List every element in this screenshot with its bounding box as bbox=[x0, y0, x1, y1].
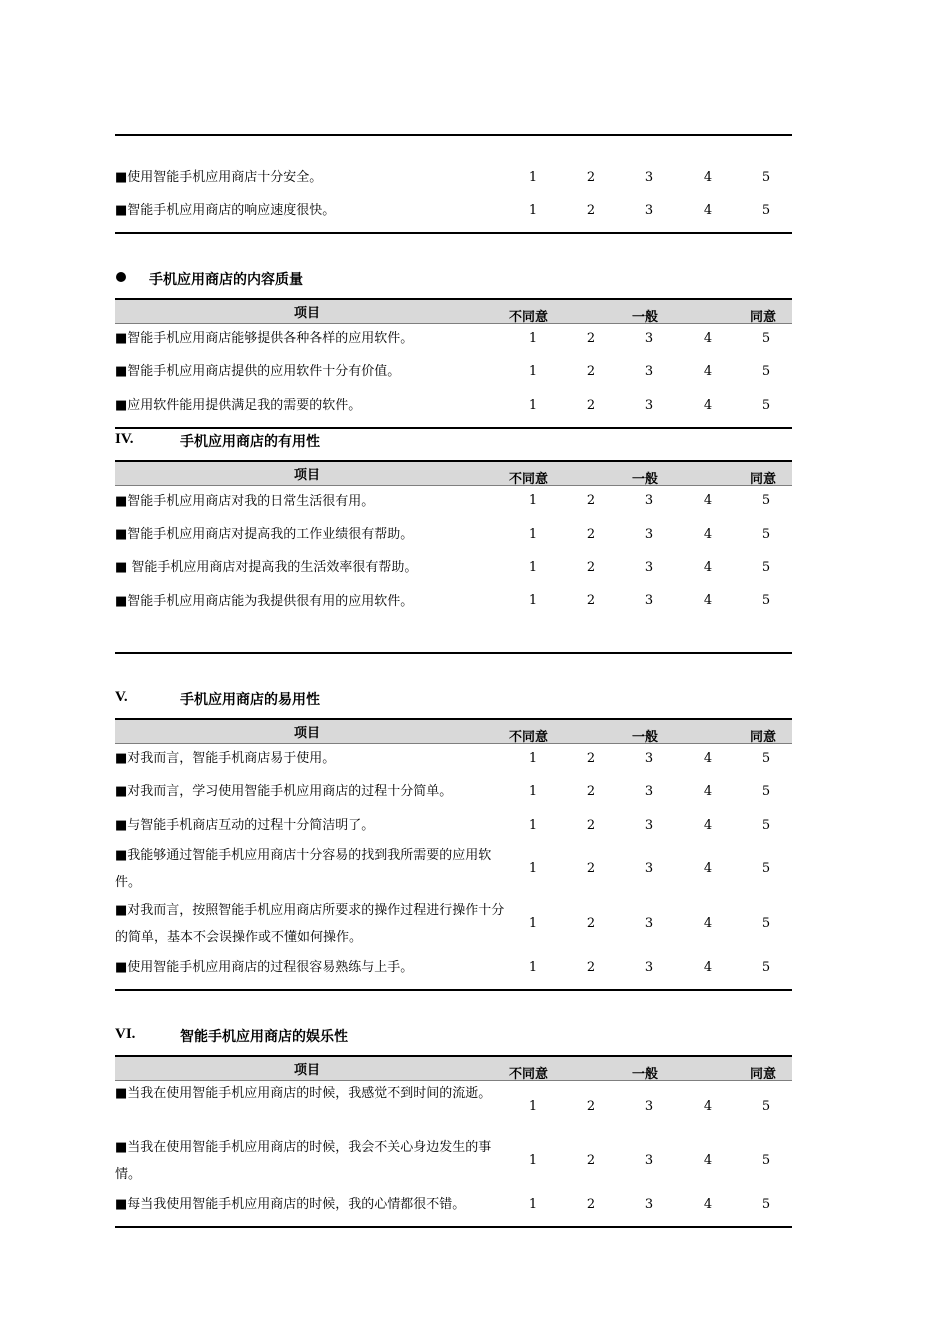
scale-value-3: 3 bbox=[644, 527, 654, 542]
scale-value-3: 3 bbox=[644, 398, 654, 413]
bullet-icon bbox=[116, 272, 126, 282]
scale-value-5: 5 bbox=[761, 1197, 771, 1212]
scale-value-4: 4 bbox=[703, 784, 713, 799]
scale-value-1: 1 bbox=[528, 331, 538, 346]
scale-value-4: 4 bbox=[703, 960, 713, 975]
question-text: ■使用智能手机应用商店十分安全。 bbox=[115, 170, 323, 185]
scale-value-1: 1 bbox=[528, 916, 538, 931]
scale-value-4: 4 bbox=[703, 818, 713, 833]
scale-value-2: 2 bbox=[586, 493, 596, 508]
question-text: ■智能手机应用商店对我的日常生活很有用。 bbox=[115, 494, 375, 509]
scale-value-2: 2 bbox=[586, 593, 596, 608]
question-text: ■当我在使用智能手机应用商店的时候，我感觉不到时间的流逝。 bbox=[115, 1086, 492, 1101]
scale-value-1: 1 bbox=[528, 203, 538, 218]
question-text: ■应用软件能用提供满足我的需要的软件。 bbox=[115, 398, 362, 413]
scale-value-1: 1 bbox=[528, 527, 538, 542]
question-text: ■智能手机应用商店对提高我的工作业绩很有帮助。 bbox=[115, 527, 414, 542]
question-text: ■智能手机应用商店能为我提供很有用的应用软件。 bbox=[115, 594, 414, 609]
scale-value-1: 1 bbox=[528, 784, 538, 799]
scale-value-4: 4 bbox=[703, 527, 713, 542]
question-text: ■智能手机应用商店提供的应用软件十分有价值。 bbox=[115, 364, 401, 379]
scale-value-3: 3 bbox=[644, 593, 654, 608]
section-numeral: IV. bbox=[115, 431, 134, 447]
scale-value-2: 2 bbox=[586, 170, 596, 185]
header-disagree: 不同意 bbox=[509, 730, 549, 745]
question-text: ■每当我使用智能手机应用商店的时候，我的心情都很不错。 bbox=[115, 1197, 466, 1212]
scale-value-3: 3 bbox=[644, 818, 654, 833]
scale-value-3: 3 bbox=[644, 560, 654, 575]
scale-value-4: 4 bbox=[703, 593, 713, 608]
scale-value-1: 1 bbox=[528, 593, 538, 608]
scale-value-5: 5 bbox=[761, 1153, 771, 1168]
section-title: 智能手机应用商店的娱乐性 bbox=[180, 1029, 348, 1045]
scale-value-4: 4 bbox=[703, 364, 713, 379]
scale-value-4: 4 bbox=[703, 916, 713, 931]
scale-value-5: 5 bbox=[761, 203, 771, 218]
scale-value-5: 5 bbox=[761, 784, 771, 799]
scale-value-2: 2 bbox=[586, 203, 596, 218]
scale-value-4: 4 bbox=[703, 1197, 713, 1212]
scale-value-4: 4 bbox=[703, 861, 713, 876]
scale-value-4: 4 bbox=[703, 203, 713, 218]
scale-value-5: 5 bbox=[761, 493, 771, 508]
scale-value-1: 1 bbox=[528, 960, 538, 975]
table-header bbox=[115, 718, 792, 744]
scale-value-2: 2 bbox=[586, 1197, 596, 1212]
table-header bbox=[115, 1055, 792, 1081]
header-item: 项目 bbox=[294, 468, 321, 483]
scale-value-5: 5 bbox=[761, 916, 771, 931]
scale-value-1: 1 bbox=[528, 818, 538, 833]
scale-value-3: 3 bbox=[644, 960, 654, 975]
scale-value-5: 5 bbox=[761, 960, 771, 975]
scale-value-3: 3 bbox=[644, 784, 654, 799]
scale-value-1: 1 bbox=[528, 1197, 538, 1212]
scale-value-4: 4 bbox=[703, 751, 713, 766]
question-text: ■对我而言，按照智能手机应用商店所要求的操作过程进行操作十分的简单，基本不会误操作或不懂如何操作。 bbox=[115, 903, 505, 945]
section-numeral: VI. bbox=[115, 1026, 136, 1042]
scale-value-4: 4 bbox=[703, 1153, 713, 1168]
scale-value-3: 3 bbox=[644, 203, 654, 218]
header-neutral: 一般 bbox=[632, 310, 659, 325]
header-disagree: 不同意 bbox=[509, 472, 549, 487]
scale-value-3: 3 bbox=[644, 493, 654, 508]
scale-value-1: 1 bbox=[528, 751, 538, 766]
scale-value-5: 5 bbox=[761, 331, 771, 346]
header-neutral: 一般 bbox=[632, 730, 659, 745]
question-text: ■我能够通过智能手机应用商店十分容易的找到我所需要的应用软件。 bbox=[115, 848, 492, 890]
section-title: 手机应用商店的内容质量 bbox=[149, 272, 303, 288]
question-text: ■智能手机应用商店能够提供各种各样的应用软件。 bbox=[115, 331, 414, 346]
header-agree: 同意 bbox=[750, 730, 777, 745]
header-neutral: 一般 bbox=[632, 472, 659, 487]
header-item: 项目 bbox=[294, 306, 321, 321]
section-title: 手机应用商店的易用性 bbox=[180, 692, 320, 708]
scale-value-5: 5 bbox=[761, 818, 771, 833]
header-item: 项目 bbox=[294, 1063, 321, 1078]
table-bottom-rule bbox=[115, 1226, 792, 1228]
scale-value-4: 4 bbox=[703, 1099, 713, 1114]
scale-value-2: 2 bbox=[586, 960, 596, 975]
scale-value-1: 1 bbox=[528, 398, 538, 413]
scale-value-5: 5 bbox=[761, 364, 771, 379]
scale-value-3: 3 bbox=[644, 170, 654, 185]
scale-value-3: 3 bbox=[644, 364, 654, 379]
scale-value-2: 2 bbox=[586, 398, 596, 413]
section-numeral: V. bbox=[115, 689, 128, 705]
question-text: ■ 智能手机应用商店对提高我的生活效率很有帮助。 bbox=[115, 560, 418, 575]
question-text: ■对我而言，智能手机商店易于使用。 bbox=[115, 751, 336, 766]
scale-value-1: 1 bbox=[528, 493, 538, 508]
table-header bbox=[115, 298, 792, 324]
header-neutral: 一般 bbox=[632, 1067, 659, 1082]
scale-value-2: 2 bbox=[586, 784, 596, 799]
scale-value-3: 3 bbox=[644, 916, 654, 931]
scale-value-2: 2 bbox=[586, 527, 596, 542]
scale-value-1: 1 bbox=[528, 170, 538, 185]
scale-value-4: 4 bbox=[703, 170, 713, 185]
scale-value-5: 5 bbox=[761, 560, 771, 575]
scale-value-2: 2 bbox=[586, 1099, 596, 1114]
scale-value-3: 3 bbox=[644, 331, 654, 346]
header-item: 项目 bbox=[294, 726, 321, 741]
scale-value-4: 4 bbox=[703, 398, 713, 413]
table-header bbox=[115, 460, 792, 486]
header-agree: 同意 bbox=[750, 1067, 777, 1082]
scale-value-4: 4 bbox=[703, 560, 713, 575]
question-text: ■当我在使用智能手机应用商店的时候，我会不关心身边发生的事情。 bbox=[115, 1140, 492, 1182]
table-bottom-rule bbox=[115, 232, 792, 234]
scale-value-1: 1 bbox=[528, 1099, 538, 1114]
scale-value-2: 2 bbox=[586, 861, 596, 876]
scale-value-1: 1 bbox=[528, 1153, 538, 1168]
scale-value-5: 5 bbox=[761, 593, 771, 608]
scale-value-5: 5 bbox=[761, 861, 771, 876]
question-text: ■使用智能手机应用商店的过程很容易熟练与上手。 bbox=[115, 960, 414, 975]
scale-value-2: 2 bbox=[586, 331, 596, 346]
section-title: 手机应用商店的有用性 bbox=[180, 434, 320, 450]
scale-value-1: 1 bbox=[528, 861, 538, 876]
scale-value-5: 5 bbox=[761, 398, 771, 413]
scale-value-2: 2 bbox=[586, 364, 596, 379]
scale-value-5: 5 bbox=[761, 527, 771, 542]
scale-value-2: 2 bbox=[586, 916, 596, 931]
scale-value-1: 1 bbox=[528, 364, 538, 379]
question-text: ■对我而言，学习使用智能手机应用商店的过程十分简单。 bbox=[115, 784, 453, 799]
header-disagree: 不同意 bbox=[509, 310, 549, 325]
scale-value-3: 3 bbox=[644, 1197, 654, 1212]
table-bottom-rule bbox=[115, 989, 792, 991]
scale-value-2: 2 bbox=[586, 1153, 596, 1168]
scale-value-5: 5 bbox=[761, 1099, 771, 1114]
scale-value-5: 5 bbox=[761, 170, 771, 185]
scale-value-3: 3 bbox=[644, 751, 654, 766]
scale-value-1: 1 bbox=[528, 560, 538, 575]
scale-value-4: 4 bbox=[703, 331, 713, 346]
table-top-rule bbox=[115, 134, 792, 136]
question-text: ■智能手机应用商店的响应速度很快。 bbox=[115, 203, 336, 218]
table-bottom-rule bbox=[115, 652, 792, 654]
header-agree: 同意 bbox=[750, 310, 777, 325]
scale-value-5: 5 bbox=[761, 751, 771, 766]
table-bottom-rule bbox=[115, 427, 792, 429]
header-disagree: 不同意 bbox=[509, 1067, 549, 1082]
scale-value-2: 2 bbox=[586, 560, 596, 575]
scale-value-4: 4 bbox=[703, 493, 713, 508]
scale-value-2: 2 bbox=[586, 751, 596, 766]
scale-value-3: 3 bbox=[644, 1099, 654, 1114]
question-text: ■与智能手机商店互动的过程十分简洁明了。 bbox=[115, 818, 375, 833]
scale-value-2: 2 bbox=[586, 818, 596, 833]
header-agree: 同意 bbox=[750, 472, 777, 487]
scale-value-3: 3 bbox=[644, 1153, 654, 1168]
scale-value-3: 3 bbox=[644, 861, 654, 876]
